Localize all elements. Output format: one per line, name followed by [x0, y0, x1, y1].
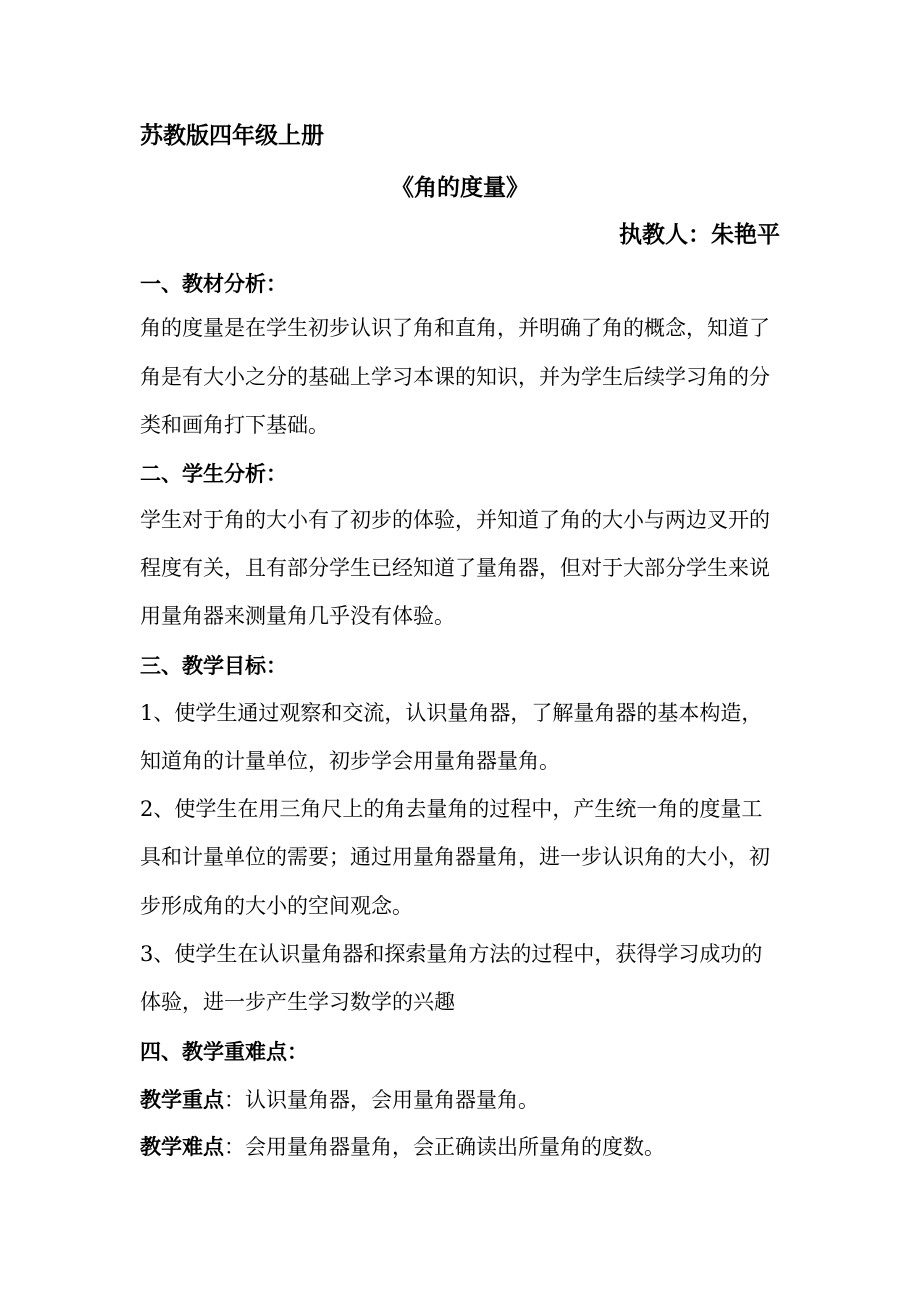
focus-line	[140, 1087, 539, 1113]
goals-line: 知道角的计量单位，初步学会用量角器量角。	[140, 749, 560, 773]
goals-line: 具和计量单位的需要；通过用量角器量角，进一步认识角的大小，初	[140, 845, 770, 869]
analysis-line: 角的度量是在学生初步认识了角和直角，并明确了角的概念，知道了	[140, 316, 770, 340]
analysis-line: 类和画角打下基础。	[140, 413, 329, 437]
goals-line: 体验，进一步产生学习数学的兴趣	[140, 990, 455, 1014]
difficulty-text: ：会用量角器量角，会正确读出所量角的度数。	[224, 1135, 665, 1159]
goals-line: 3、使学生在认识量角器和探索量角方法的过程中，获得学习成功的	[140, 942, 763, 966]
goals-line: 步形成角的大小的空间观念。	[140, 894, 413, 918]
section-heading-students: 二、学生分析：	[140, 461, 287, 486]
section-heading-analysis: 一、教材分析：	[140, 271, 287, 296]
goals-line: 2、使学生在用三角尺上的角去量角的过程中，产生统一角的度量工	[140, 797, 763, 821]
analysis-line: 角是有大小之分的基础上学习本课的知识，并为学生后续学习角的分	[140, 365, 770, 389]
edition-heading: 苏教版四年级上册	[140, 122, 324, 149]
difficulty-label: 教学难点	[140, 1134, 224, 1159]
students-line: 程度有关，且有部分学生已经知道了量角器，但对于大部分学生来说	[140, 556, 770, 580]
focus-text: ：认识量角器，会用量角器量角。	[224, 1088, 539, 1112]
section-heading-keypoints: 四、教学重难点：	[140, 1039, 308, 1064]
difficulty-line	[140, 1134, 665, 1160]
teacher-line: 执教人：朱艳平	[619, 221, 780, 248]
goals-line: 1、使学生通过观察和交流，认识量角器，了解量角器的基本构造，	[140, 701, 763, 725]
section-heading-goals: 三、教学目标：	[140, 653, 287, 678]
lesson-title: 《角的度量》	[391, 174, 529, 201]
students-line: 用量角器来测量角几乎没有体验。	[140, 604, 455, 628]
focus-label: 教学重点	[140, 1087, 224, 1112]
students-line: 学生对于角的大小有了初步的体验，并知道了角的大小与两边叉开的	[140, 508, 770, 532]
